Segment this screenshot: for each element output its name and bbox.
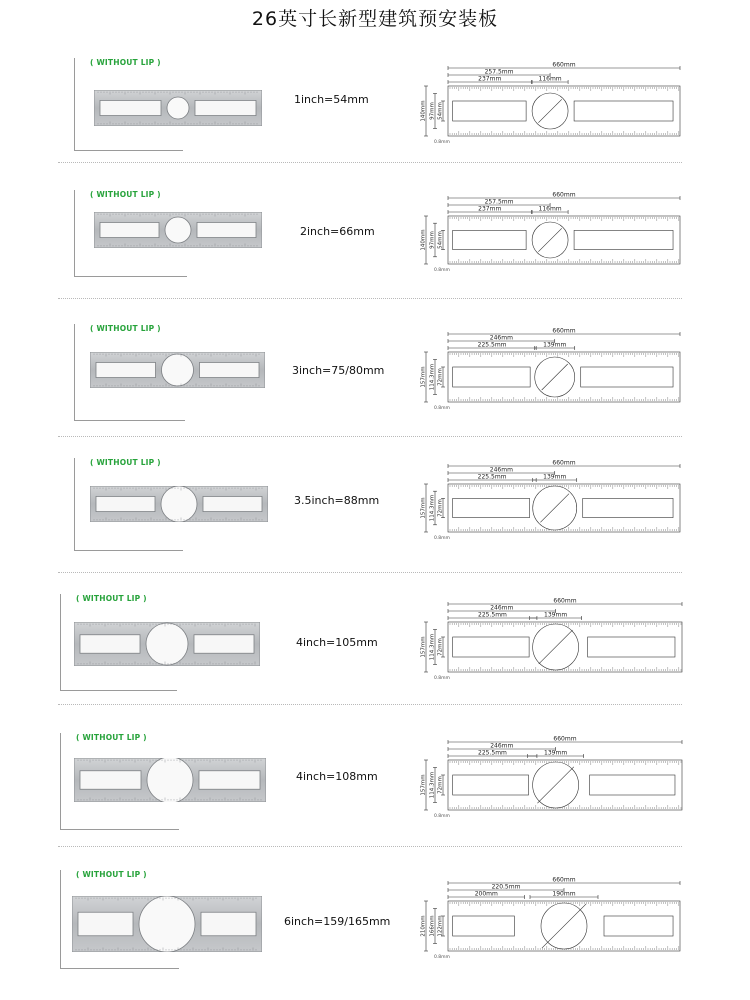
row-separator xyxy=(58,572,682,573)
mid-height-dimension: 97mm xyxy=(429,102,436,120)
hole-width-dimension: 139mm xyxy=(544,749,568,757)
mounting-plate-image xyxy=(72,896,262,952)
dimension-drawing xyxy=(416,877,682,959)
size-label: 4inch=108mm xyxy=(296,770,378,783)
mid-height-dimension: 114.3mm xyxy=(429,633,436,661)
slot-width-dimension: 237mm xyxy=(478,205,502,213)
mid-height-dimension: 114.3mm xyxy=(429,771,436,799)
hole-width-dimension: 116mm xyxy=(538,205,562,213)
dimension-drawing xyxy=(416,192,682,272)
row-separator xyxy=(58,162,682,163)
edge-thickness-label: 0.8mm xyxy=(434,676,450,680)
row-separator xyxy=(58,298,682,299)
row-separator xyxy=(58,846,682,847)
dimension-drawing xyxy=(416,598,684,680)
slot-height-dimension: 72mm xyxy=(437,638,444,656)
overall-width-dimension: 660mm xyxy=(552,460,576,467)
without-lip-label: ( WITHOUT LIP ) xyxy=(90,190,161,199)
size-label: 4inch=105mm xyxy=(296,636,378,649)
edge-thickness-label: 0.8mm xyxy=(434,536,450,540)
without-lip-label: ( WITHOUT LIP ) xyxy=(76,870,147,879)
mounting-plate-image xyxy=(94,212,262,248)
plate-height-dimension: 157mm xyxy=(420,774,427,796)
plate-height-dimension: 157mm xyxy=(420,636,427,658)
slot-width-dimension: 237mm xyxy=(478,75,502,83)
edge-thickness-label: 0.8mm xyxy=(434,814,450,818)
mounting-plate-image xyxy=(74,758,266,802)
span-dimension: 246mm xyxy=(490,604,514,612)
without-lip-label: ( WITHOUT LIP ) xyxy=(90,458,161,467)
dimension-drawing xyxy=(416,62,682,144)
edge-thickness-label: 0.8mm xyxy=(434,955,450,959)
dimension-drawing xyxy=(416,328,682,410)
without-lip-label: ( WITHOUT LIP ) xyxy=(76,733,147,742)
plate-height-dimension: 140mm xyxy=(420,229,427,251)
plate-height-dimension: 157mm xyxy=(420,497,427,519)
span-dimension: 257.5mm xyxy=(484,198,514,206)
span-dimension: 246mm xyxy=(489,466,513,474)
without-lip-label: ( WITHOUT LIP ) xyxy=(76,594,147,603)
dimension-drawing xyxy=(416,460,682,540)
edge-thickness-label: 0.8mm xyxy=(434,140,450,144)
edge-thickness-label: 0.8mm xyxy=(434,268,450,272)
without-lip-label: ( WITHOUT LIP ) xyxy=(90,324,161,333)
slot-height-dimension: 54mm xyxy=(437,231,444,249)
slot-height-dimension: 72mm xyxy=(437,776,444,794)
mid-height-dimension: 114.3mm xyxy=(429,363,436,391)
mid-height-dimension: 97mm xyxy=(429,231,436,249)
mounting-plate-image xyxy=(90,486,268,522)
overall-width-dimension: 660mm xyxy=(552,328,576,335)
slot-width-dimension: 225.5mm xyxy=(477,473,507,481)
page-title: 26英寸长新型建筑预安装板 xyxy=(251,8,499,30)
slot-width-dimension: 200mm xyxy=(474,890,498,898)
hole-width-dimension: 139mm xyxy=(543,341,567,349)
dimension-drawing xyxy=(416,736,684,818)
span-dimension: 220.5mm xyxy=(491,883,521,891)
overall-width-dimension: 660mm xyxy=(552,192,576,199)
plate-height-dimension: 140mm xyxy=(420,100,427,122)
slot-width-dimension: 225.5mm xyxy=(477,341,507,349)
overall-width-dimension: 660mm xyxy=(553,736,577,743)
mounting-plate-image xyxy=(90,352,265,388)
slot-width-dimension: 225.5mm xyxy=(478,749,507,757)
overall-width-dimension: 660mm xyxy=(552,877,576,884)
without-lip-label: ( WITHOUT LIP ) xyxy=(90,58,161,67)
size-label: 1inch=54mm xyxy=(294,93,369,106)
slot-height-dimension: 72mm xyxy=(437,368,444,386)
size-label: 6inch=159/165mm xyxy=(284,915,391,928)
size-label: 3inch=75/80mm xyxy=(292,364,385,377)
edge-thickness-label: 0.8mm xyxy=(434,406,450,410)
overall-width-dimension: 660mm xyxy=(552,62,576,69)
size-label: 2inch=66mm xyxy=(300,225,375,238)
mounting-plate-image xyxy=(74,622,260,666)
hole-width-dimension: 139mm xyxy=(543,473,567,481)
row-separator xyxy=(58,436,682,437)
mid-height-dimension: 114.3mm xyxy=(429,494,436,522)
overall-width-dimension: 660mm xyxy=(553,598,577,605)
slot-height-dimension: 54mm xyxy=(437,102,444,120)
span-dimension: 257.5mm xyxy=(484,68,514,76)
row-separator xyxy=(58,704,682,705)
slot-width-dimension: 225.5mm xyxy=(478,611,507,619)
mid-height-dimension: 166mm xyxy=(429,915,436,937)
plate-height-dimension: 157mm xyxy=(420,366,427,388)
span-dimension: 246mm xyxy=(490,742,514,750)
slot-height-dimension: 122mm xyxy=(437,915,444,937)
hole-width-dimension: 139mm xyxy=(544,611,568,619)
size-label: 3.5inch=88mm xyxy=(294,494,380,507)
hole-width-dimension: 190mm xyxy=(552,890,576,898)
plate-height-dimension: 210mm xyxy=(420,915,427,937)
hole-width-dimension: 116mm xyxy=(538,75,562,83)
slot-height-dimension: 72mm xyxy=(437,499,444,517)
span-dimension: 246mm xyxy=(489,334,513,342)
mounting-plate-image xyxy=(94,90,262,126)
